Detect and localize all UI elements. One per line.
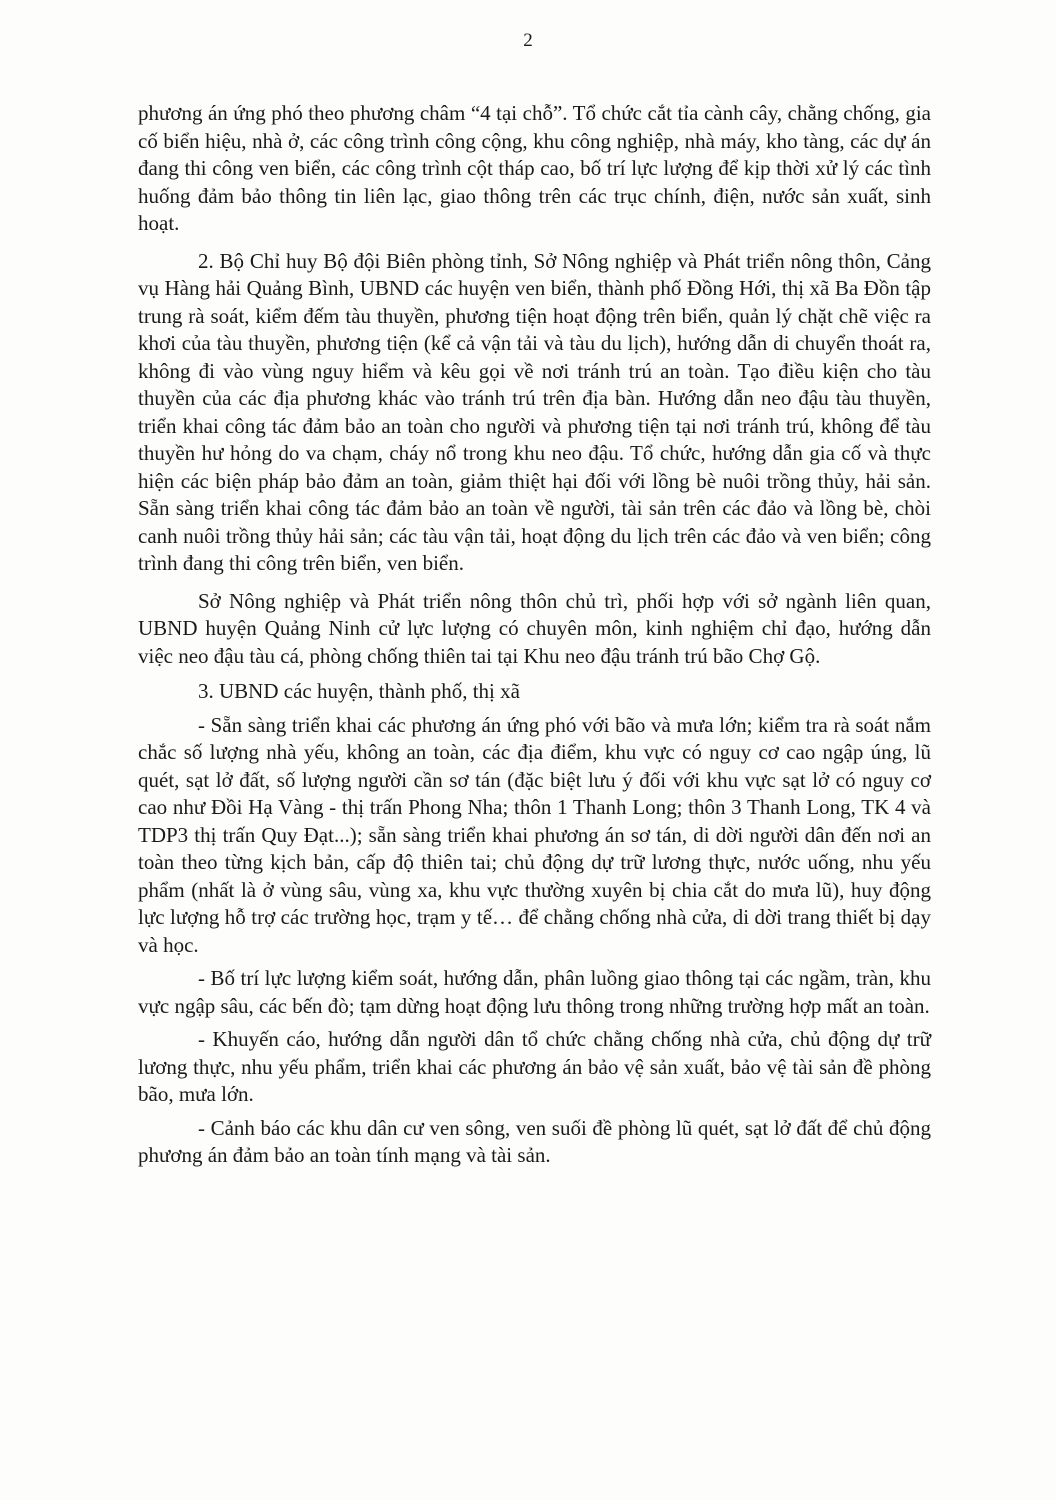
paragraph-bullet-preparedness: - Sẵn sàng triển khai các phương án ứng phó với bão và mưa lớn; kiểm tra rà soát nắm chắc số lượng nhà yếu, không an toàn, các địa điểm, khu vực có nguy cơ cao ngập úng, lũ quét, sạt lở đất, số lượng người cần sơ tán (đặc biệt lưu ý đối với khu vực sạt lở có nguy cơ cao như Đồi Hạ Vàng - thị trấn Phong Nha; thôn 1 Thanh Long; thôn 3 Thanh Long, TK 4 và TDP3 thị trấn Quy Đạt...); sẵn sàng triển khai phương án sơ tán, di dời người dân đến nơi an toàn theo từng kịch bản, cấp độ thiên tai; chủ động dự trữ lương thực, nước uống, nhu yếu phẩm (nhất là ở vùng sâu, vùng xa, khu vực thường xuyên bị chia cắt do mưa lũ), huy động lực lượng hỗ trợ các trường học, trạm y tế… để chằng chống nhà cửa, di dời trang thiết bị dạy và học. (138, 712, 931, 957)
paragraph-agriculture-department: Sở Nông nghiệp và Phát triển nông thôn chủ trì, phối hợp với sở ngành liên quan, UBND huyện Quảng Ninh cử lực lượng có chuyên môn, kinh nghiệm chỉ đạo, hướng dẫn việc neo đậu tàu cá, phòng chống thiên tai tại Khu neo đậu tránh trú bão Chợ Gộ. (138, 588, 931, 668)
paragraph-item-2: 2. Bộ Chỉ huy Bộ đội Biên phòng tỉnh, Sở Nông nghiệp và Phát triển nông thôn, Cảng vụ Hàng hải Quảng Bình, UBND các huyện ven biển, thành phố Đồng Hới, thị xã Ba Đồn tập trung rà soát, kiểm đếm tàu thuyền, phương tiện hoạt động trên biển, quản lý chặt chẽ việc ra khơi của tàu thuyền, phương tiện (kể cả vận tải và tàu du lịch), hướng dẫn di chuyển thoát ra, không đi vào vùng nguy hiểm và kêu gọi về nơi tránh trú an toàn. Tạo điều kiện cho tàu thuyền của các địa phương khác vào tránh trú trên địa bàn. Hướng dẫn neo đậu tàu thuyền, triển khai công tác đảm bảo an toàn cho người và phương tiện tại nơi tránh trú, không để tàu thuyền hư hỏng do va chạm, cháy nổ trong khu neo đậu. Tổ chức, hướng dẫn gia cố và thực hiện các biện pháp bảo đảm an toàn, giảm thiệt hại đối với lồng bè nuôi trồng thủy, hải sản. Sẵn sàng triển khai công tác đảm bảo an toàn về người, tài sản trên các đảo và lồng bè, chòi canh nuôi trồng thủy hải sản; các tàu vận tải, hoạt động du lịch trên các đảo và ven biển; công trình đang thi công trên biển, ven biển. (138, 248, 931, 575)
paragraph-continuation: phương án ứng phó theo phương châm “4 tại chỗ”. Tổ chức cắt tỉa cành cây, chằng chống, gia cố biển hiệu, nhà ở, các công trình công cộng, khu công nghiệp, nhà máy, kho tàng, các dự án đang thi công ven biển, các công trình cột tháp cao, bố trí lực lượng để kịp thời xử lý các tình huống đảm bảo thông tin liên lạc, giao thông trên các trục chính, điện, nước sản xuất, sinh hoạt. (138, 101, 931, 235)
paragraph-bullet-warning: - Cảnh báo các khu dân cư ven sông, ven suối đề phòng lũ quét, sạt lở đất để chủ động phương án đảm bảo an toàn tính mạng và tài sản. (138, 1115, 931, 1167)
section-heading-item-3: 3. UBND các huyện, thành phố, thị xã (198, 679, 520, 703)
page-number: 2 (523, 30, 533, 51)
paragraph-bullet-traffic: - Bố trí lực lượng kiểm soát, hướng dẫn, phân luồng giao thông tại các ngầm, tràn, khu vực ngập sâu, các bến đò; tạm dừng hoạt động lưu thông trong những trường hợp mất an toàn. (138, 966, 931, 1018)
document-body (138, 100, 931, 1170)
paragraph-bullet-advisory: - Khuyến cáo, hướng dẫn người dân tổ chức chằng chống nhà cửa, chủ động dự trữ lương thực, nhu yếu phẩm, triển khai các phương án bảo vệ sản xuất, bảo vệ tài sản đề phòng bão, mưa lớn. (138, 1027, 931, 1106)
